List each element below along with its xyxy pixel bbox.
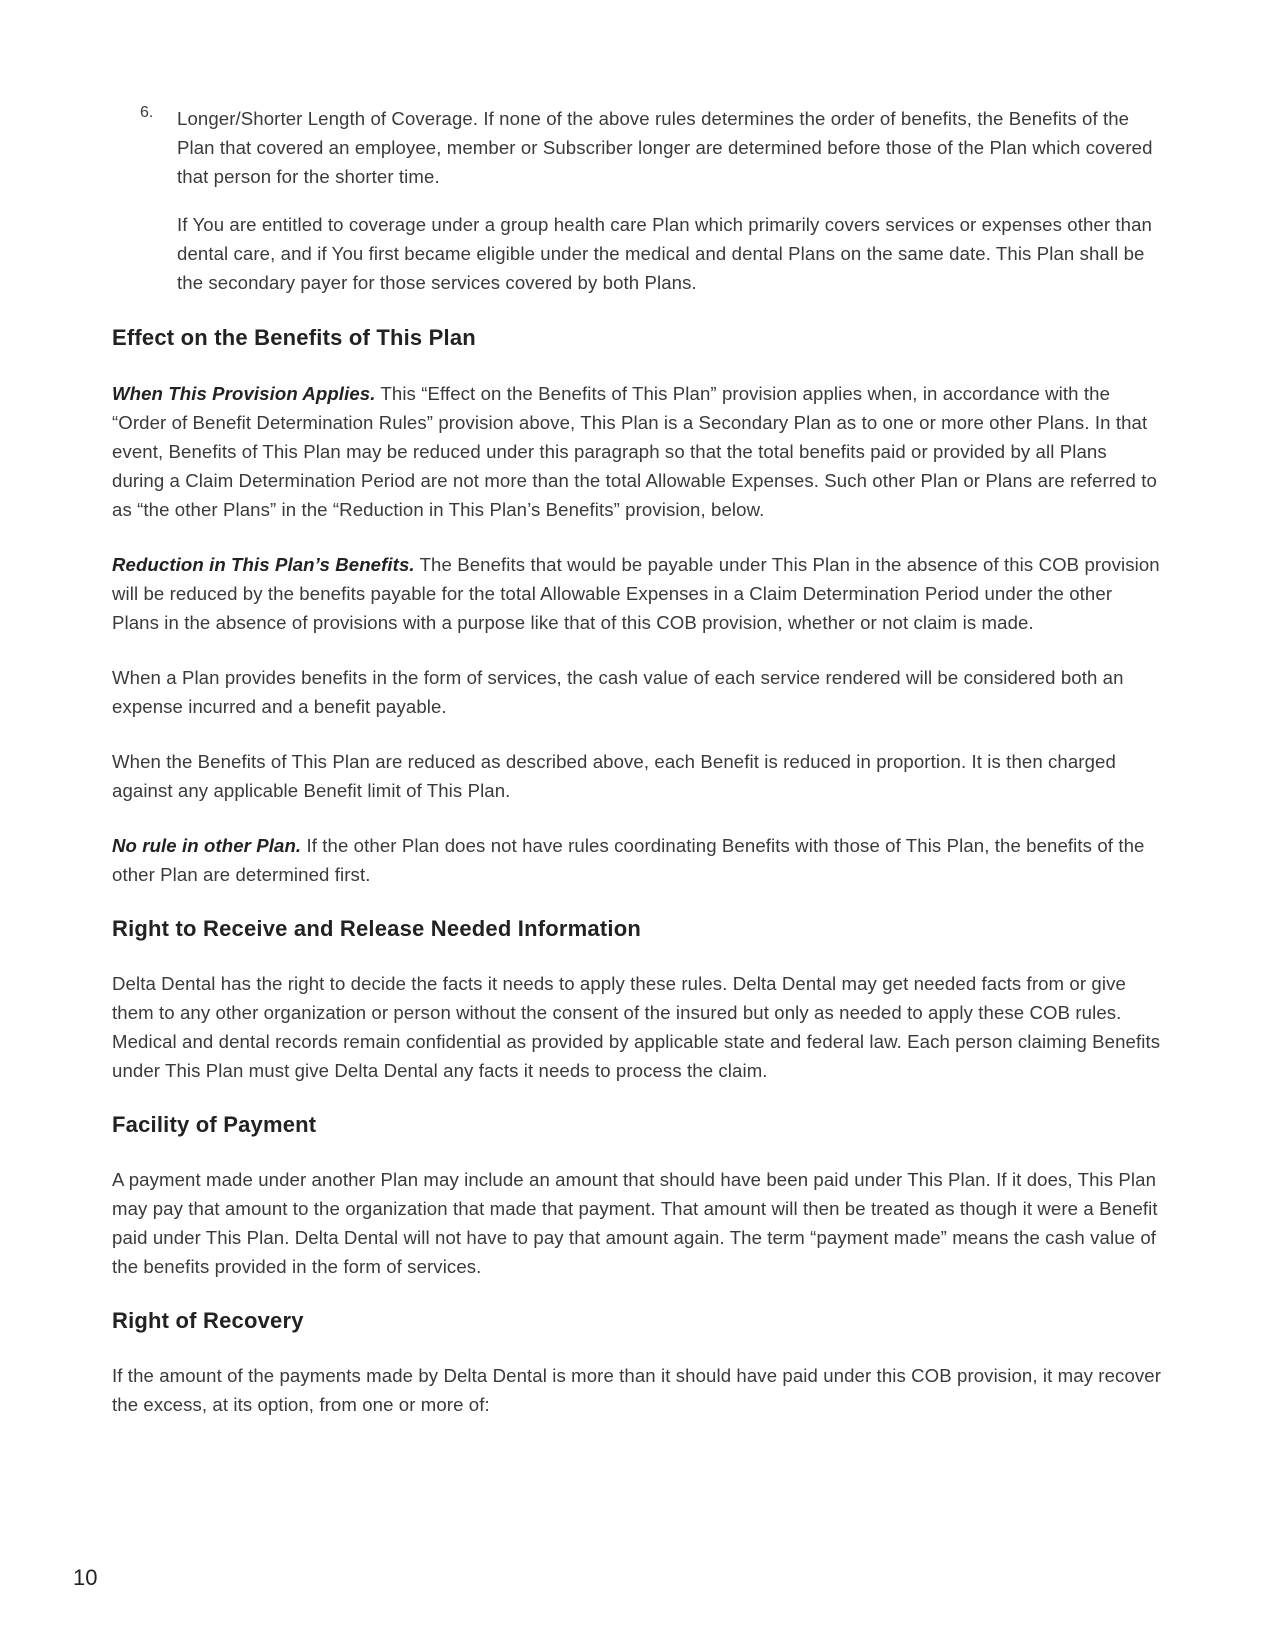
right-of-recovery-paragraph: If the amount of the payments made by Delta Dental is more than it should have paid under this COB provision, it may recover the excess, at its option, from one or more of: (112, 1365, 1162, 1415)
proportion-paragraph: When the Benefits of This Plan are reduced as described above, each Benefit is reduced in proportion. It is then charged against any applicable Benefit limit of This Plan. (112, 751, 1116, 801)
facility-of-payment-heading: Facility of Payment (112, 1112, 317, 1137)
facility-of-payment-paragraph: A payment made under another Plan may include an amount that should have been paid under This Plan. If it does, This Plan may pay that amount to the organization that made that payment. That amount will then be treated as though it were a Benefit paid under This Plan. Delta Dental will not have to pay that amount again. The term “payment made” means the cash value of the benefits provided in the form of services. (112, 1169, 1158, 1277)
provision-applies-paragraph (112, 379, 1162, 524)
no-rule-paragraph (112, 831, 1162, 889)
no-rule-text: If the other Plan does not have rules coordinating Benefits with those of This Plan, the benefits of the other Plan are determined first. (112, 835, 1145, 885)
list-item-number: 6. (140, 104, 154, 121)
list-item-followup-paragraph: If You are entitled to coverage under a group health care Plan which primarily covers services or expenses other than dental care, and if You first became eligible under the medical and dental Plans on the same date. This Plan shall be the secondary payer for those services covered by both Plans. (177, 214, 1152, 293)
provision-applies-text: This “Effect on the Benefits of This Plan” provision applies when, in accordance with the “Order of Benefit Determination Rules” provision above, This Plan is a Secondary Plan as to one or more other Plans. In that event, Benefits of This Plan may be reduced under this paragraph so that the total benefits paid or provided by all Plans during a Claim Determination Period are not more than the total Allowable Expenses. Such other Plan or Plans are referred to as “the other Plans” in the “Reduction in This Plan’s Benefits” provision, below. (112, 383, 1157, 520)
reduction-lead: Reduction in This Plan’s Benefits. (112, 554, 415, 575)
list-item-6 (112, 104, 1162, 191)
reduction-text: The Benefits that would be payable under This Plan in the absence of this COB provision will be reduced by the benefits payable for the total Allowable Expenses in a Claim Determination Period under the other Plans in the absence of provisions with a purpose like that of this COB provision, whether or not claim is made. (112, 554, 1160, 633)
reduction-paragraph (112, 550, 1162, 637)
right-to-receive-paragraph: Delta Dental has the right to decide the facts it needs to apply these rules. Delta Dental may get needed facts from or give them to any other organization or person without the consent of the insured but only as needed to apply these COB rules. Medical and dental records remain confidential as provided by applicable state and federal law. Each person claiming Benefits under This Plan must give Delta Dental any facts it needs to process the claim. (112, 973, 1161, 1081)
page-number: 10 (73, 1565, 98, 1590)
no-rule-lead: No rule in other Plan. (112, 835, 302, 856)
services-paragraph: When a Plan provides benefits in the form of services, the cash value of each service rendered will be considered both an expense incurred and a benefit payable. (112, 667, 1124, 717)
right-of-recovery-heading: Right of Recovery (112, 1308, 304, 1333)
document-page (112, 104, 1162, 1419)
provision-applies-lead: When This Provision Applies. (112, 383, 376, 404)
list-item-text: Longer/Shorter Length of Coverage. If none of the above rules determines the order of benefits, the Benefits of the Plan that covered an employee, member or Subscriber longer are determined before those of the Plan which covered that person for the shorter time. (177, 108, 1153, 187)
right-to-receive-heading: Right to Receive and Release Needed Information (112, 916, 641, 941)
effect-section-heading: Effect on the Benefits of This Plan (112, 325, 476, 350)
